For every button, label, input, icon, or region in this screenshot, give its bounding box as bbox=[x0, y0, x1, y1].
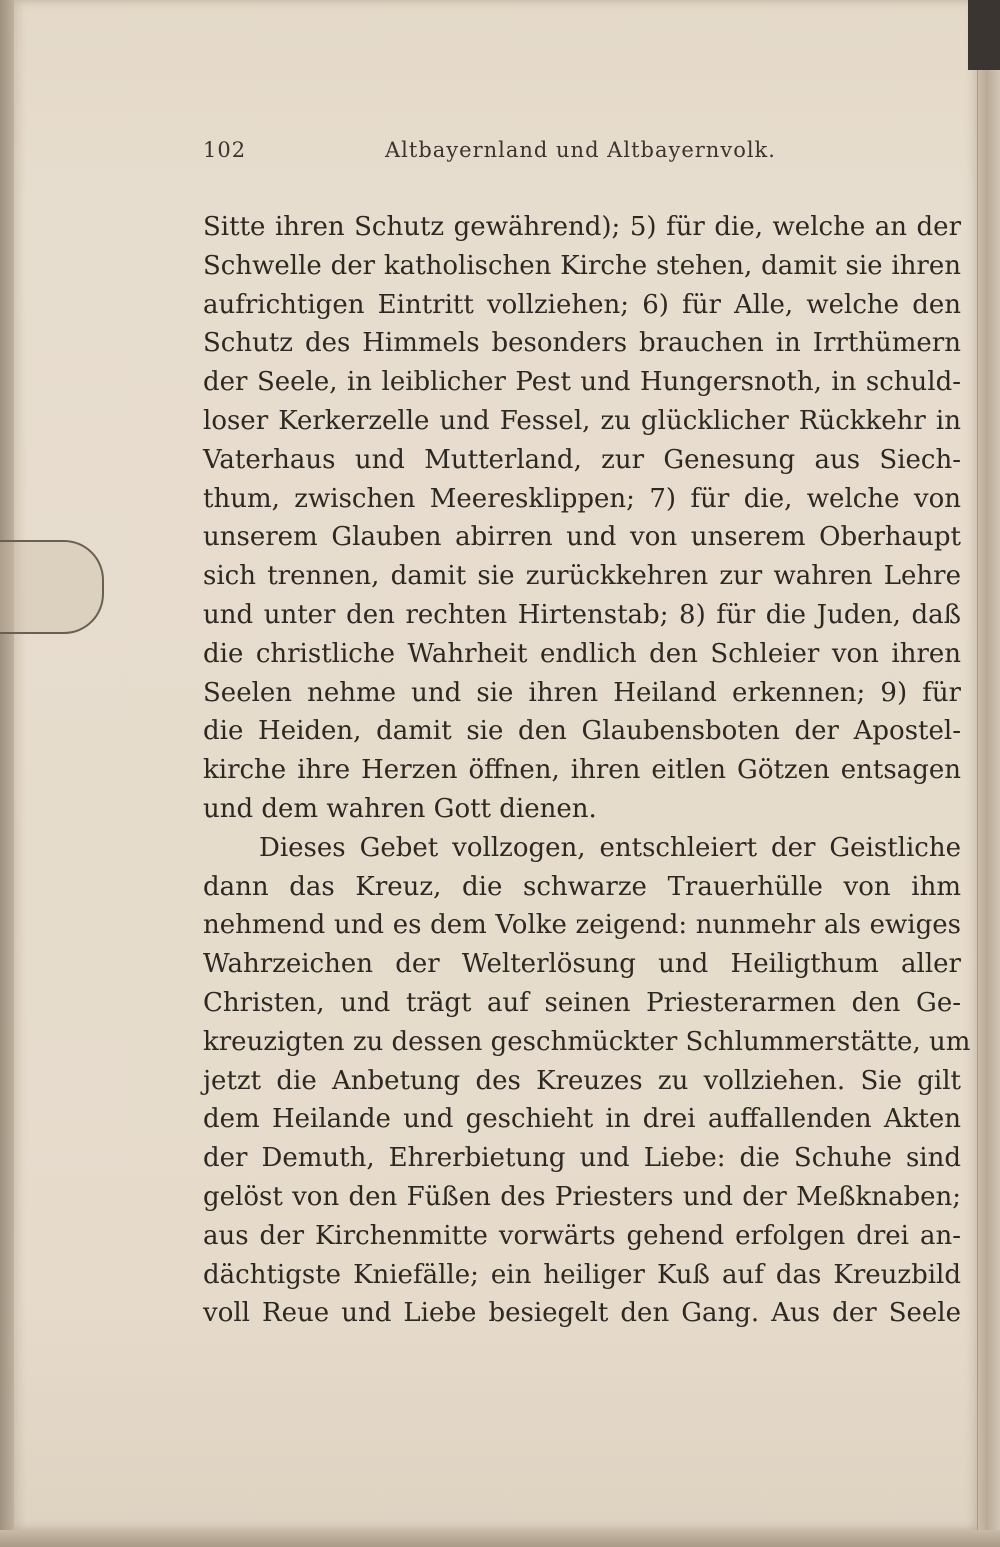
text-line: aus der Kirchenmitte vorwärts gehend erfolgen drei an- bbox=[203, 1220, 961, 1251]
text-line: nehmend und es dem Volke zeigend: nunmehr als ewiges bbox=[203, 910, 961, 941]
page-left-edge bbox=[0, 0, 14, 1547]
text-line: thum, zwischen Meeresklippen; 7) für die, welche von bbox=[203, 483, 961, 514]
text-line: gelöst von den Füßen des Priesters und der Meßknaben; bbox=[203, 1181, 961, 1212]
text-line: Christen, und trägt auf seinen Priesterarmen den Ge- bbox=[203, 987, 961, 1018]
text-line: und unter den rechten Hirtenstab; 8) für die Juden, daß bbox=[203, 599, 961, 630]
text-line: dem Heilande und geschieht in drei auffallenden Akten bbox=[203, 1104, 961, 1135]
text-line: aufrichtigen Eintritt vollziehen; 6) für Alle, welche den bbox=[203, 289, 961, 320]
page-bottom-edge bbox=[0, 1530, 1000, 1547]
book-cover-corner bbox=[968, 0, 1000, 70]
page-fore-edge bbox=[977, 70, 1000, 1547]
running-title: Altbayernland und Altbayernvolk. bbox=[385, 138, 776, 162]
text-line: kirche ihre Herzen öffnen, ihren eitlen Götzen entsagen bbox=[203, 755, 961, 786]
text-line: die Heiden, damit sie den Glaubensboten der Apostel- bbox=[203, 716, 961, 747]
text-line: die christliche Wahrheit endlich den Schleier von ihren bbox=[203, 638, 961, 669]
text-line: dächtigste Kniefälle; ein heiliger Kuß auf das Kreuzbild bbox=[203, 1259, 961, 1290]
paragraph-start-line: Dieses Gebet vollzogen, entschleiert der Geistliche bbox=[259, 832, 961, 863]
text-line: sich trennen, damit sie zurückkehren zur wahren Lehre bbox=[203, 561, 961, 592]
bookmark-ribbon bbox=[0, 540, 104, 634]
text-line: Wahrzeichen der Welterlösung und Heiligthum aller bbox=[203, 949, 961, 980]
text-line: der Demuth, Ehrerbietung und Liebe: die Schuhe sind bbox=[203, 1143, 961, 1174]
text-line: der Seele, in leiblicher Pest und Hungersnoth, in schuld- bbox=[203, 367, 961, 398]
body-text bbox=[203, 208, 971, 1333]
page-header bbox=[203, 132, 781, 168]
page-number: 102 bbox=[203, 138, 247, 162]
text-line: und dem wahren Gott dienen. bbox=[203, 793, 597, 824]
text-line: Schwelle der katholischen Kirche stehen, damit sie ihren bbox=[203, 250, 961, 281]
text-line: Sitte ihren Schutz gewährend); 5) für die, welche an der bbox=[203, 212, 961, 242]
text-line: dann das Kreuz, die schwarze Trauerhülle von ihm bbox=[203, 871, 961, 902]
text-line: Vaterhaus und Mutterland, zur Genesung aus Siech- bbox=[203, 444, 961, 475]
text-line: jetzt die Anbetung des Kreuzes zu vollziehen. Sie gilt bbox=[203, 1065, 961, 1096]
text-line: Seelen nehme und sie ihren Heiland erkennen; 9) für bbox=[203, 677, 961, 708]
text-line: Schutz des Himmels besonders brauchen in Irrthümern bbox=[203, 328, 961, 359]
text-line: unserem Glauben abirren und von unserem Oberhaupt bbox=[203, 522, 961, 553]
text-line: loser Kerkerzelle und Fessel, zu glücklicher Rückkehr in bbox=[203, 405, 961, 436]
text-line: kreuzigten zu dessen geschmückter Schlummerstätte, um bbox=[203, 1026, 971, 1057]
text-line: voll Reue und Liebe besiegelt den Gang. Aus der Seele bbox=[203, 1298, 961, 1329]
